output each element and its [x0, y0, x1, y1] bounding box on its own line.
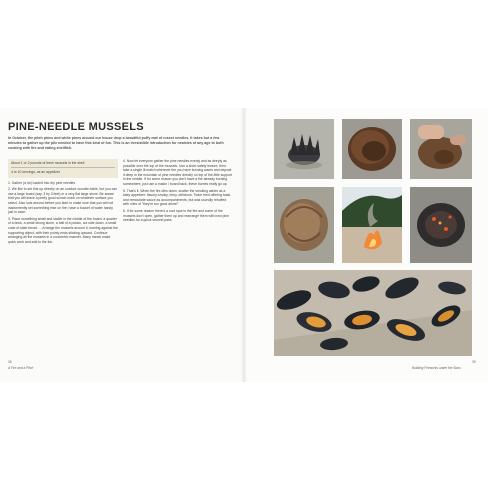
running-footer-right: Building Fireworks under the Stars — [412, 366, 461, 370]
running-footer-left: A Fire and a Pitch — [8, 366, 34, 370]
page-number-right: 39 — [472, 360, 476, 364]
right-page — [244, 108, 488, 382]
photo-pine-needle-mound — [342, 119, 402, 179]
photo-needle-pile — [274, 187, 334, 263]
step-1: 1. Gather (a lot) loaded into dry pine needles — [8, 180, 76, 185]
servings-line: 4 to 10 servings, as an appetizer — [11, 170, 61, 175]
photo-burning-embers — [410, 187, 472, 263]
page-number-left: 38 — [8, 360, 12, 364]
book-gutter — [241, 108, 247, 382]
photo-gathering-needles — [410, 119, 472, 179]
step-5: 5. That's it. When the fire dies down, scatter the smoking ashes as a tasty appetizer: flavory-smoky, briny, delicious. Twice tried offering toast and remoulade sauce as accompaniments, but was soundly rebuffed with cries of "they're too good alone!" — [123, 188, 231, 207]
photo-opened-mussels — [274, 270, 472, 356]
left-page — [0, 108, 244, 382]
recipe-title: PINE-NEEDLE MUSSELS — [8, 121, 144, 133]
step-6: 6. If for some reason there's a cool spot in the fire and some of the mussels don't open, gather them up and rearrange them with new pine needles for a quick second pass. — [123, 208, 230, 223]
step-2: 2. We like to set this up directly on an outdoor wooden table, but you can use a large board (say, 3 by 3 feet) or a very flat large stone. Be aware that you will leave a pretty good scorch mark on whatever surface you select. Also look around before you start to make sure that you will not inadvertently set something else on fire; have a bucket of water handy just in case. — [8, 187, 118, 215]
text-column-right — [123, 159, 233, 225]
step-3: 3. Place something small and stable in the middle of the board: a quarter of a brick, a small strong stone, a ball of a potato, cut side down, a small cube of stale bread. ... Arrange the mussels around it, leaning against the supporting object, with their pointy ends sticking upward. Continue arranging all the mussels in a concentric manner. Many hands make quick work and add to the fun. — [8, 216, 118, 244]
ingredients-box — [8, 159, 118, 178]
divider — [11, 167, 115, 168]
text-column-left — [8, 159, 118, 246]
step-4: 4. Now let everyone gather the pine needles evenly and as deeply as possible over the top of the mussels. Use a short safety lecture, then take a single lit match wherever the you have burning wants and deposit it deep in the mountain of pine needles directly on top of the little support in the middle. If for some reason you don't have a fire already burning somewhere, just use a match / board back, these burnes really go up. — [123, 159, 232, 186]
recipe-intro: In October, the pitch pines and white pines around our house drop a beautiful puffy mat of russet needles. It takes but a few minutes to gather up the pile needed to have this kind of fun. This is an irresistible introduction for newbies of any age to both cooking with fire and eating shellfish. — [8, 136, 224, 150]
photo-fire-on-beach — [342, 187, 402, 263]
photo-mussels-arranged — [274, 119, 334, 179]
book-spread — [0, 108, 488, 382]
ingredient-line: About 1 or 2 pounds of fresh mussels in the shell — [11, 161, 85, 165]
